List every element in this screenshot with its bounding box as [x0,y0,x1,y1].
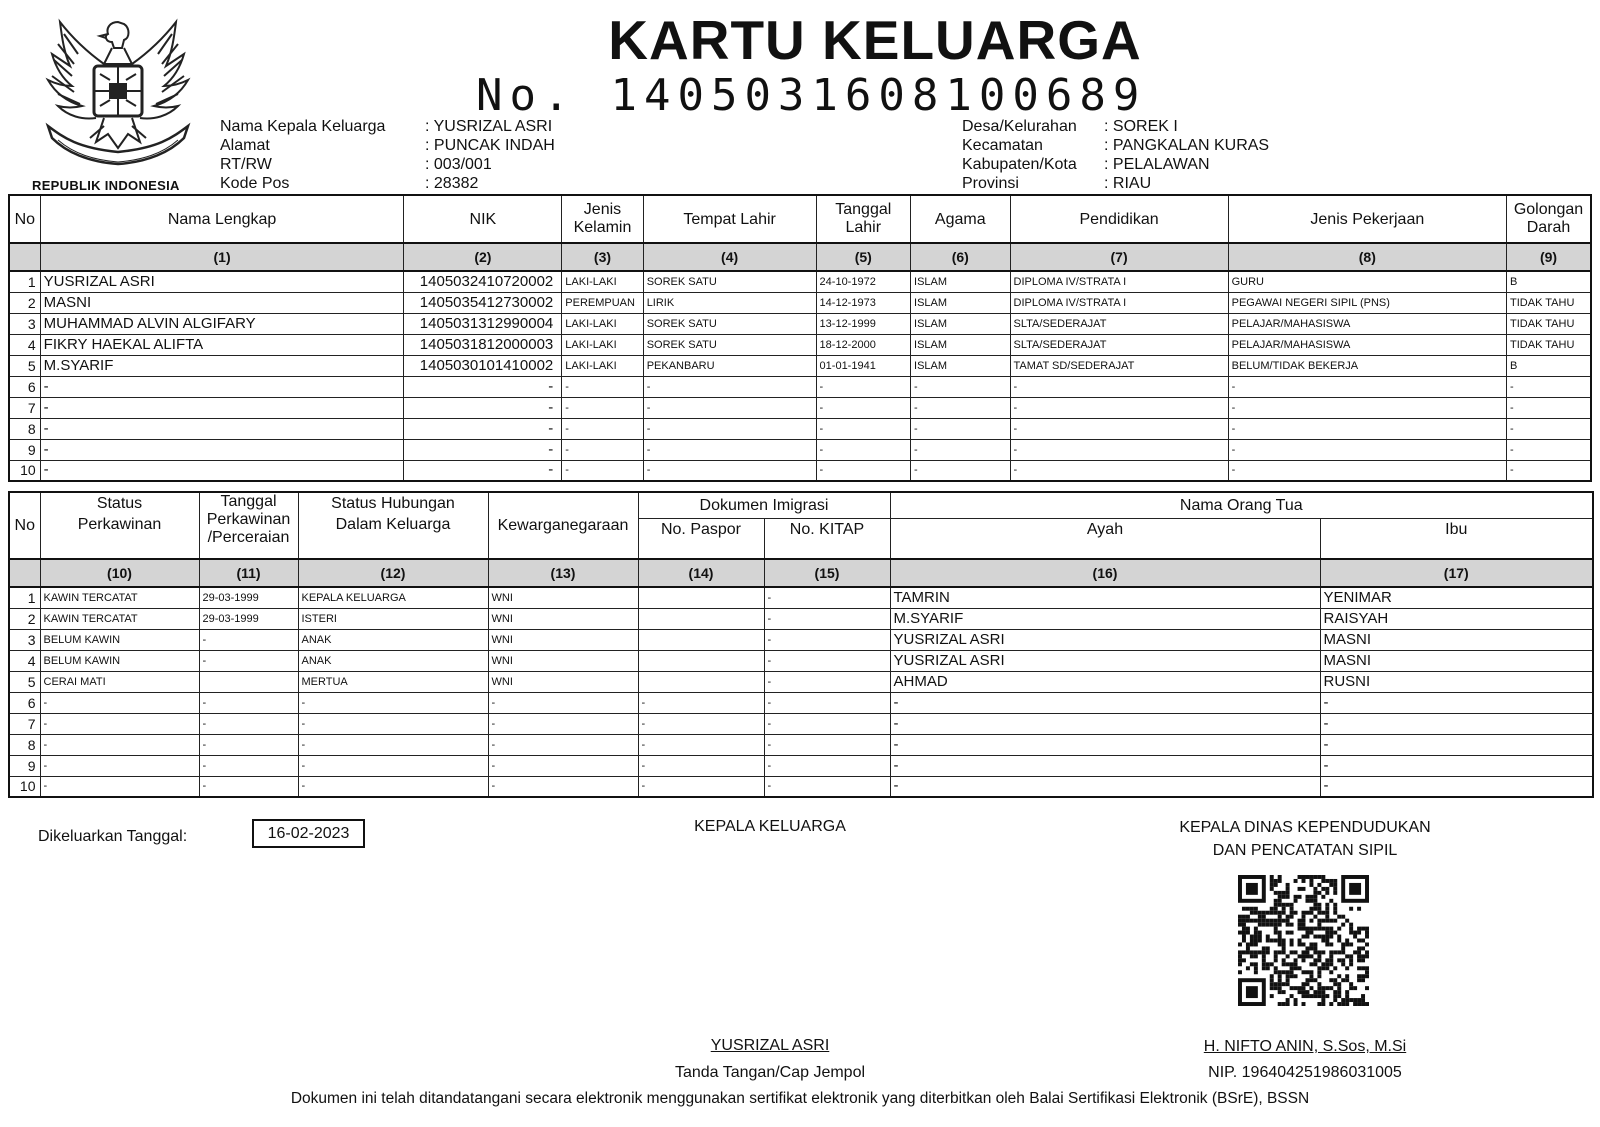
table-cell: - [764,734,890,755]
table-cell: MERTUA [298,671,488,692]
table-cell: - [404,439,562,460]
row-number: 10 [9,776,40,797]
info-row-rt-rw [220,155,555,174]
table-cell: - [1228,376,1506,397]
table-cell: TAMAT SD/SEDERAJAT [1010,355,1228,376]
table-cell: - [816,439,910,460]
table-cell: - [40,460,404,481]
info-label: Provinsi [962,175,1019,192]
col-number: (15) [764,559,890,587]
table-cell: - [488,713,638,734]
info-value: : PUNCAK INDAH [425,137,555,154]
document-title: KARTU KELUARGA [608,9,1142,71]
info-label: Alamat [220,137,270,154]
electronic-signature-note: Dokumen ini telah ditandatangani secara elektronik menggunakan sertifikat elektronik yang diterbitkan oleh Balai Sertifikasi Elektronik (BSrE), BSSN [290,1090,1310,1107]
table-cell: BELUM KAWIN [40,629,199,650]
table-cell: - [911,376,1011,397]
table-cell: - [40,776,199,797]
table-cell: - [404,418,562,439]
table-cell: MASNI [40,292,404,313]
col-header-no: No [9,492,40,559]
table-cell: - [298,776,488,797]
table-row [9,460,1591,481]
row-number: 5 [9,671,40,692]
table-cell: - [764,608,890,629]
table-cell: M.SYARIF [40,355,404,376]
table-cell: - [911,397,1011,418]
col-number: (13) [488,559,638,587]
col-number: (8) [1228,243,1506,271]
row-number: 1 [9,271,40,292]
table-cell: WNI [488,671,638,692]
info-label: Kecamatan [962,137,1043,154]
table-cell [199,671,298,692]
table-cell: - [1320,734,1593,755]
table-cell: - [199,776,298,797]
table-cell: 1405031812000003 [404,334,562,355]
table-cell: TIDAK TAHU [1507,334,1591,355]
table-cell [638,587,764,608]
table-cell: - [764,671,890,692]
table-cell: PELAJAR/MAHASISWA [1228,313,1506,334]
table-row [9,755,1593,776]
table-cell: TIDAK TAHU [1507,292,1591,313]
table-row [9,313,1591,334]
row-number: 8 [9,418,40,439]
col-header: NIK [404,195,562,243]
col-header: Kewarganegaraan [488,492,638,559]
document-number [476,70,1146,121]
table-row [9,776,1593,797]
household-info-right [962,117,1269,193]
table-cell: - [764,776,890,797]
table-cell: 1405035412730002 [404,292,562,313]
table-cell: - [1507,439,1591,460]
col-number [9,559,40,587]
household-info-left [220,117,555,193]
row-number: 7 [9,397,40,418]
info-label: RT/RW [220,156,272,173]
table-cell: ISLAM [911,355,1011,376]
col-number: (12) [298,559,488,587]
col-number: (17) [1320,559,1593,587]
table-cell: - [40,692,199,713]
table-cell: - [638,713,764,734]
document-number-value: 1405031608100689 [610,70,1147,121]
table-row [9,397,1591,418]
table-cell: PEGAWAI NEGERI SIPIL (PNS) [1228,292,1506,313]
table-cell: - [40,418,404,439]
table-cell: - [1507,418,1591,439]
table-cell: - [764,629,890,650]
issued-date-label: Dikeluarkan Tanggal: [38,828,188,845]
col-header-no: No [9,195,40,243]
info-row-kabupaten [962,155,1269,174]
row-number: 8 [9,734,40,755]
info-label: Nama Kepala Keluarga [220,118,386,135]
table-cell: PELAJAR/MAHASISWA [1228,334,1506,355]
table-cell: WNI [488,650,638,671]
table-cell: PEKANBARU [643,355,816,376]
table-cell: - [890,734,1320,755]
table-cell: - [404,376,562,397]
table-cell: 14-12-1973 [816,292,910,313]
table-cell: - [298,692,488,713]
info-row-alamat [220,136,555,155]
table-cell: - [1228,439,1506,460]
table-cell: B [1507,271,1591,292]
info-value: : YUSRIZAL ASRI [425,118,553,135]
table-cell: - [1507,460,1591,481]
table-cell: - [404,460,562,481]
table-cell: BELUM KAWIN [40,650,199,671]
table-cell: - [1010,418,1228,439]
table-cell: LAKI-LAKI [562,355,643,376]
family-status-table [8,491,1594,798]
table-cell: - [199,755,298,776]
table-cell: KAWIN TERCATAT [40,587,199,608]
table-row [9,692,1593,713]
col-header: No. Paspor [638,518,764,559]
table-cell: - [562,418,643,439]
col-number: (4) [643,243,816,271]
table-cell: - [488,692,638,713]
table-cell: 18-12-2000 [816,334,910,355]
table-cell: YENIMAR [1320,587,1593,608]
document-number-label: No. [476,70,577,121]
col-number: (11) [199,559,298,587]
table-cell: YUSRIZAL ASRI [40,271,404,292]
table-cell: - [488,734,638,755]
table-row [9,271,1591,292]
col-number: (1) [40,243,404,271]
table-cell: YUSRIZAL ASRI [890,650,1320,671]
row-number: 1 [9,587,40,608]
table-cell: - [1228,397,1506,418]
table-cell: - [764,650,890,671]
table-cell: PEREMPUAN [562,292,643,313]
table-cell: LAKI-LAKI [562,334,643,355]
qr-code-icon [1238,875,1369,1006]
col-number: (6) [911,243,1011,271]
table-cell: 13-12-1999 [816,313,910,334]
info-label: Desa/Kelurahan [962,118,1077,135]
col-header: Jenis Pekerjaan [1228,195,1506,243]
official-nip: NIP. 196404251986031005 [1208,1064,1402,1081]
table-cell: - [1010,460,1228,481]
table-cell: ISLAM [911,313,1011,334]
info-value: : 003/001 [425,156,492,173]
table-cell: - [1507,376,1591,397]
table-cell: - [488,776,638,797]
info-row-desa [962,117,1269,136]
info-value: : RIAU [1104,175,1152,192]
row-number: 4 [9,650,40,671]
table-cell: TIDAK TAHU [1507,313,1591,334]
table-cell: - [816,418,910,439]
table-cell: - [890,776,1320,797]
signature-label: Tanda Tangan/Cap Jempol [674,1064,866,1081]
table-cell: M.SYARIF [890,608,1320,629]
row-number: 5 [9,355,40,376]
table-cell: KEPALA KELUARGA [298,587,488,608]
table-row [9,671,1593,692]
table-cell: - [1010,439,1228,460]
info-value: : SOREK I [1104,118,1178,135]
table-cell: 29-03-1999 [199,608,298,629]
col-number: (3) [562,243,643,271]
table-cell: LAKI-LAKI [562,313,643,334]
table-cell: - [562,397,643,418]
col-number: (16) [890,559,1320,587]
table-cell: AHMAD [890,671,1320,692]
table-row [9,334,1591,355]
info-row-kode-pos [220,174,555,193]
table-cell: RUSNI [1320,671,1593,692]
table-cell: - [199,713,298,734]
col-header: Status Perkawinan [40,492,199,559]
table-cell: - [764,692,890,713]
table-cell: ANAK [298,629,488,650]
col-number: (10) [40,559,199,587]
info-value: : PANGKALAN KURAS [1104,137,1270,154]
group-header-immigration: Dokumen Imigrasi [638,492,890,518]
table-cell: - [816,376,910,397]
table-row [9,587,1593,608]
table-cell: 1405031312990004 [404,313,562,334]
table-cell: DIPLOMA IV/STRATA I [1010,292,1228,313]
table-cell: - [911,460,1011,481]
table-cell: WNI [488,587,638,608]
table-cell: - [890,713,1320,734]
info-row-provinsi [962,174,1269,193]
table-cell: - [1320,692,1593,713]
table-cell [638,650,764,671]
table-cell: - [562,439,643,460]
official-name: H. NIFTO ANIN, S.Sos, M.Si [1203,1038,1407,1055]
table-cell [638,608,764,629]
table-cell: - [488,755,638,776]
table-cell: - [199,692,298,713]
table-cell: KAWIN TERCATAT [40,608,199,629]
table-cell: SLTA/SEDERAJAT [1010,334,1228,355]
table-cell: - [1320,713,1593,734]
row-number: 4 [9,334,40,355]
table-cell: ISLAM [911,334,1011,355]
family-members-table [8,194,1592,482]
head-of-family-name: YUSRIZAL ASRI [710,1037,830,1054]
col-header: Tempat Lahir [643,195,816,243]
table-cell: - [1228,418,1506,439]
table-cell: RAISYAH [1320,608,1593,629]
table-cell: - [562,376,643,397]
table-cell: - [40,734,199,755]
table-cell: - [298,755,488,776]
table-cell: - [638,755,764,776]
table-cell: BELUM/TIDAK BEKERJA [1228,355,1506,376]
table-cell: SOREK SATU [643,334,816,355]
table-cell: - [816,460,910,481]
col-number: (5) [816,243,910,271]
table-cell: - [40,439,404,460]
official-title-line-1: KEPALA DINAS KEPENDUDUKAN [1179,819,1431,836]
table-cell: 24-10-1972 [816,271,910,292]
table-cell: ISLAM [911,271,1011,292]
table-cell: FIKRY HAEKAL ALIFTA [40,334,404,355]
table-row [9,439,1591,460]
row-number: 2 [9,292,40,313]
col-header: Agama [911,195,1011,243]
table-cell: - [643,418,816,439]
table-cell: - [1320,755,1593,776]
row-number: 9 [9,755,40,776]
row-number: 2 [9,608,40,629]
table-row [9,418,1591,439]
table-cell: - [638,734,764,755]
table-cell: - [638,776,764,797]
table-row [9,629,1593,650]
info-label: Kode Pos [220,175,290,192]
table-row [9,713,1593,734]
col-header: Nama Lengkap [40,195,404,243]
col-number: (9) [1507,243,1591,271]
table-cell: - [643,460,816,481]
table-row [9,650,1593,671]
table-cell: - [1010,376,1228,397]
table-cell: - [40,755,199,776]
info-row-kepala-keluarga [220,117,555,136]
table-cell: ISTERI [298,608,488,629]
table-cell: - [643,439,816,460]
row-number: 3 [9,629,40,650]
table-cell: CERAI MATI [40,671,199,692]
col-header: Ayah [890,518,1320,559]
official-title-line-2: DAN PENCATATAN SIPIL [1212,842,1398,859]
emblem-caption: REPUBLIK INDONESIA [32,178,180,193]
table-cell: TAMRIN [890,587,1320,608]
table-cell: ANAK [298,650,488,671]
info-row-kecamatan [962,136,1269,155]
table-cell: - [764,587,890,608]
table-cell: - [643,397,816,418]
table-cell: WNI [488,608,638,629]
col-header: Status Hubungan Dalam Keluarga [298,492,488,559]
row-number: 9 [9,439,40,460]
table-cell: MASNI [1320,650,1593,671]
table-cell: - [638,692,764,713]
info-value: : 28382 [425,175,479,192]
table-cell: WNI [488,629,638,650]
table-cell: 1405030101410002 [404,355,562,376]
table-cell: - [1320,776,1593,797]
table-cell: YUSRIZAL ASRI [890,629,1320,650]
table-cell: MASNI [1320,629,1593,650]
col-header: Ibu [1320,518,1593,559]
table-cell: - [404,397,562,418]
table-cell: 29-03-1999 [199,587,298,608]
col-number [9,243,40,271]
table-row [9,292,1591,313]
col-header: Tanggal Perkawinan /Perceraian [199,492,298,559]
table-row [9,376,1591,397]
table-cell: - [1507,397,1591,418]
table-cell: - [298,734,488,755]
row-number: 3 [9,313,40,334]
head-of-family-title: KEPALA KELUARGA [694,818,846,835]
table-cell [638,671,764,692]
table-row [9,734,1593,755]
row-number: 6 [9,692,40,713]
table-row [9,608,1593,629]
info-label: Kabupaten/Kota [962,156,1077,173]
col-number: (7) [1010,243,1228,271]
col-number: (2) [404,243,562,271]
table-cell: - [199,734,298,755]
table-cell: - [40,397,404,418]
table-cell: - [562,460,643,481]
table-cell: - [890,755,1320,776]
table-cell: - [764,713,890,734]
row-number: 10 [9,460,40,481]
table-cell: GURU [1228,271,1506,292]
table-cell: SOREK SATU [643,313,816,334]
issued-date-value: 16-02-2023 [252,819,365,848]
table-cell: - [911,418,1011,439]
col-header: Pendidikan [1010,195,1228,243]
col-number: (14) [638,559,764,587]
table-cell: - [816,397,910,418]
table-cell: - [40,713,199,734]
table-cell: LAKI-LAKI [562,271,643,292]
table-cell: - [298,713,488,734]
table-cell: LIRIK [643,292,816,313]
table-cell: SLTA/SEDERAJAT [1010,313,1228,334]
table-cell: - [199,650,298,671]
row-number: 6 [9,376,40,397]
col-header: Golongan Darah [1507,195,1591,243]
table-cell: - [199,629,298,650]
row-number: 7 [9,713,40,734]
table-cell: ISLAM [911,292,1011,313]
table-cell: SOREK SATU [643,271,816,292]
col-header: Jenis Kelamin [562,195,643,243]
col-header: No. KITAP [764,518,890,559]
table-cell: - [911,439,1011,460]
table-cell [638,629,764,650]
table-cell: - [1228,460,1506,481]
table-cell: 1405032410720002 [404,271,562,292]
table-cell: - [1010,397,1228,418]
table-row [9,355,1591,376]
group-header-parents: Nama Orang Tua [890,492,1593,518]
table-cell: B [1507,355,1591,376]
table-cell: - [40,376,404,397]
table-cell: - [643,376,816,397]
info-value: : PELALAWAN [1104,156,1210,173]
table-cell: DIPLOMA IV/STRATA I [1010,271,1228,292]
table-cell: - [890,692,1320,713]
col-header: Tanggal Lahir [816,195,910,243]
table-cell: 01-01-1941 [816,355,910,376]
table-cell: MUHAMMAD ALVIN ALGIFARY [40,313,404,334]
table-cell: - [764,755,890,776]
